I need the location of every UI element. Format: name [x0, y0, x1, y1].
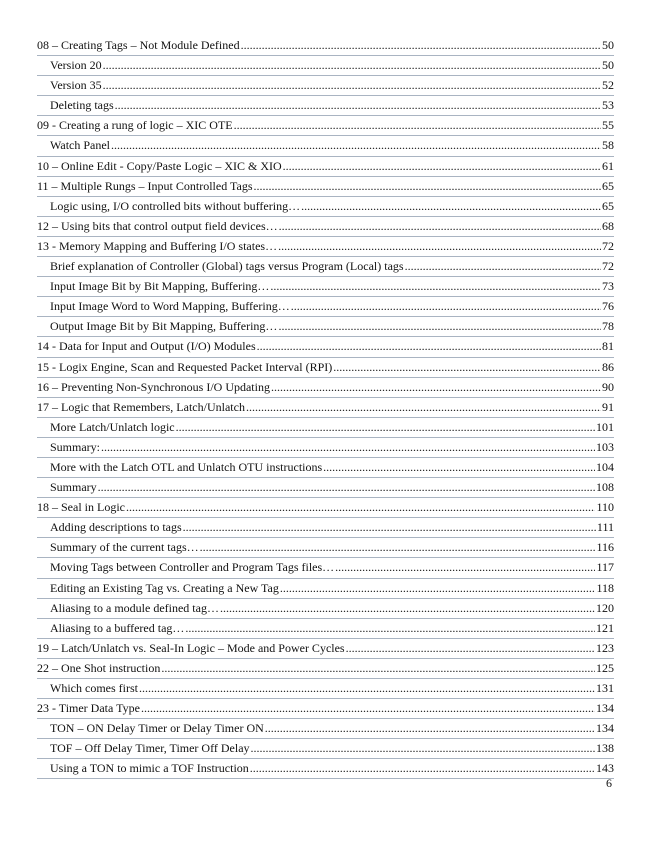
toc-subentry[interactable] [37, 518, 614, 538]
toc-dot-leader [265, 721, 595, 736]
toc-subentry[interactable] [37, 458, 614, 478]
toc-subentry[interactable] [37, 719, 614, 739]
toc-entry-title: Summary: [50, 439, 100, 454]
toc-entry-page: 65 [602, 198, 614, 213]
toc-entry-page: 108 [596, 480, 614, 495]
toc-entry[interactable] [37, 498, 614, 518]
toc-dot-leader [250, 761, 595, 776]
toc-dot-leader [98, 480, 595, 495]
toc-entry-page: 134 [596, 721, 614, 736]
toc-entry-page: 103 [596, 439, 614, 454]
toc-dot-leader [103, 78, 601, 93]
toc-entry-page: 55 [602, 118, 614, 133]
toc-entry-title: Brief explanation of Controller (Global) tags versus Program (Local) tags [50, 259, 404, 274]
toc-entry-page: 50 [602, 38, 614, 52]
toc-entry-title: Summary [50, 480, 97, 495]
toc-subentry[interactable] [37, 438, 614, 458]
toc-entry-title: Watch Panel [50, 138, 111, 153]
toc-entry-page: 143 [596, 761, 614, 776]
toc-entry-title: 14 - Data for Input and Output (I/O) Modules [37, 339, 256, 354]
toc-entry-title: More with the Latch OTL and Unlatch OTU instructions [50, 459, 323, 474]
toc-entry-title: Version 20 [50, 58, 102, 73]
toc-entry-title: 18 – Seal in Logic [37, 500, 125, 515]
toc-entry-page: 68 [602, 218, 614, 233]
toc-entry-page: 101 [596, 419, 614, 434]
toc-entry-page: 90 [602, 379, 614, 394]
toc-dot-leader [301, 199, 601, 214]
toc-dot-leader [271, 380, 601, 395]
toc-dot-leader [241, 38, 601, 53]
toc-dot-leader [103, 58, 601, 73]
toc-subentry[interactable] [37, 478, 614, 498]
toc-dot-leader [270, 279, 601, 294]
toc-entry-title: Output Image Bit by Bit Mapping, Buffering… [50, 319, 278, 334]
toc-entry-page: 73 [602, 279, 614, 294]
toc-entry-page: 72 [602, 259, 614, 274]
toc-subentry[interactable] [37, 418, 614, 438]
toc-subentry[interactable] [37, 277, 614, 297]
toc-entry-title: Input Image Word to Word Mapping, Buffering… [50, 299, 290, 314]
toc-entry-page: 52 [602, 78, 614, 93]
toc-entry-title: Using a TON to mimic a TOF Instruction [50, 761, 249, 776]
toc-entry-title: 22 – One Shot instruction [37, 660, 161, 675]
toc-entry-title: TON – ON Delay Timer or Delay Timer ON [50, 721, 264, 736]
toc-entry-page: 81 [602, 339, 614, 354]
toc-entry[interactable] [37, 659, 614, 679]
toc-entry[interactable] [37, 378, 614, 398]
toc-entry-title: Editing an Existing Tag vs. Creating a New Tag [50, 580, 279, 595]
toc-dot-leader [200, 540, 596, 555]
toc-entry[interactable] [37, 177, 614, 197]
toc-entry-page: 120 [596, 600, 614, 615]
toc-entry-page: 61 [602, 158, 614, 173]
toc-entry[interactable] [37, 699, 614, 719]
toc-entry-page: 131 [596, 681, 614, 695]
toc-dot-leader [246, 400, 601, 415]
toc-dot-leader [335, 560, 595, 575]
toc-entry-title: Aliasing to a module defined tag… [50, 600, 219, 615]
toc-entry-title: 10 – Online Edit - Copy/Paste Logic – XIC & XIO [37, 158, 282, 173]
toc-subentry[interactable] [37, 96, 614, 116]
toc-entry-title: 15 - Logix Engine, Scan and Requested Packet Interval (RPI) [37, 359, 333, 374]
toc-dot-leader [257, 339, 601, 354]
toc-entry-title: TOF – Off Delay Timer, Timer Off Delay [50, 741, 250, 756]
toc-dot-leader [183, 520, 596, 535]
toc-dot-leader [185, 621, 595, 636]
toc-dot-leader [115, 98, 601, 113]
toc-entry-title: Deleting tags [50, 98, 114, 113]
toc-entry-page: 125 [596, 660, 614, 675]
toc-subentry[interactable] [37, 679, 614, 699]
toc-entry-page: 104 [596, 459, 614, 474]
toc-subentry[interactable] [37, 76, 614, 96]
toc-dot-leader [254, 179, 602, 194]
toc-entry-page: 110 [596, 500, 614, 515]
toc-dot-leader [291, 299, 601, 314]
toc-entry-page: 76 [602, 299, 614, 314]
toc-subentry[interactable] [37, 739, 614, 759]
toc-entry[interactable] [37, 237, 614, 257]
toc-dot-leader [333, 360, 601, 375]
toc-subentry[interactable] [37, 579, 614, 599]
toc-entry-page: 117 [596, 560, 614, 575]
toc-entry-page: 116 [596, 540, 614, 555]
toc-entry-title: Input Image Bit by Bit Mapping, Buffering… [50, 279, 270, 294]
toc-entry-title: 08 – Creating Tags – Not Module Defined [37, 38, 240, 52]
toc-entry-page: 118 [596, 580, 614, 595]
toc-entry[interactable] [37, 639, 614, 659]
toc-entry-page: 53 [602, 98, 614, 113]
toc-dot-leader [141, 701, 595, 716]
toc-subentry[interactable] [37, 297, 614, 317]
toc-dot-leader [278, 319, 601, 334]
toc-entry-title: Which comes first [50, 681, 138, 695]
toc-entry-page: 91 [602, 399, 614, 414]
toc-entry-title: 13 - Memory Mapping and Buffering I/O states… [37, 238, 278, 253]
toc-dot-leader [405, 259, 601, 274]
toc-entry-title: 17 – Logic that Remembers, Latch/Unlatch [37, 399, 245, 414]
toc-entry-page: 78 [602, 319, 614, 334]
toc-dot-leader [101, 440, 595, 455]
toc-entry-title: Adding descriptions to tags [50, 520, 182, 535]
toc-entry-page: 72 [602, 238, 614, 253]
toc-dot-leader [346, 641, 595, 656]
toc-dot-leader [279, 219, 601, 234]
toc-entry-page: 138 [596, 741, 614, 756]
toc-entry-page: 50 [602, 58, 614, 73]
toc-entry[interactable] [37, 116, 614, 136]
table-of-contents [37, 36, 614, 779]
toc-subentry[interactable] [37, 759, 614, 779]
toc-dot-leader [176, 420, 595, 435]
toc-entry-title: 19 – Latch/Unlatch vs. Seal-In Logic – Mode and Power Cycles [37, 640, 345, 655]
toc-entry-page: 58 [602, 138, 614, 153]
toc-entry-title: More Latch/Unlatch logic [50, 419, 175, 434]
toc-subentry[interactable] [37, 619, 614, 639]
toc-entry-title: Logic using, I/O controlled bits without buffering… [50, 198, 301, 213]
toc-dot-leader [126, 500, 595, 515]
toc-entry-page: 121 [596, 620, 614, 635]
toc-subentry[interactable] [37, 257, 614, 277]
toc-dot-leader [220, 601, 595, 616]
toc-entry[interactable] [37, 157, 614, 177]
page-number: 6 [606, 776, 612, 790]
toc-entry[interactable] [37, 358, 614, 378]
toc-entry[interactable] [37, 337, 614, 357]
toc-entry[interactable] [37, 217, 614, 237]
toc-subentry[interactable] [37, 558, 614, 578]
toc-subentry[interactable] [37, 599, 614, 619]
toc-entry-title: 11 – Multiple Rungs – Input Controlled Tags [37, 178, 253, 193]
toc-entry-title: 12 – Using bits that control output field devices… [37, 218, 278, 233]
toc-dot-leader [139, 681, 595, 696]
toc-dot-leader [323, 460, 595, 475]
toc-subentry[interactable] [37, 136, 614, 156]
toc-subentry[interactable] [37, 538, 614, 558]
toc-entry-page: 65 [602, 178, 614, 193]
toc-dot-leader [111, 138, 601, 153]
toc-entry-title: 09 - Creating a rung of logic – XIC OTE [37, 118, 233, 133]
toc-dot-leader [280, 581, 596, 596]
toc-dot-leader [278, 239, 601, 254]
toc-entry-title: Version 35 [50, 78, 102, 93]
toc-dot-leader [234, 118, 601, 133]
toc-entry-title: Summary of the current tags… [50, 540, 199, 555]
toc-entry-title: Aliasing to a buffered tag… [50, 620, 185, 635]
toc-dot-leader [251, 741, 595, 756]
toc-dot-leader [161, 661, 595, 676]
toc-subentry[interactable] [37, 197, 614, 217]
toc-entry-title: 16 – Preventing Non-Synchronous I/O Updating [37, 379, 270, 394]
toc-subentry[interactable] [37, 56, 614, 76]
toc-dot-leader [283, 159, 601, 174]
toc-entry[interactable] [37, 398, 614, 418]
toc-entry-page: 86 [602, 359, 614, 374]
toc-subentry[interactable] [37, 317, 614, 337]
toc-entry-page: 111 [596, 520, 614, 535]
toc-entry[interactable] [37, 36, 614, 56]
toc-entry-title: 23 - Timer Data Type [37, 701, 140, 716]
toc-entry-page: 123 [596, 640, 614, 655]
toc-entry-title: Moving Tags between Controller and Program Tags files… [50, 560, 335, 575]
toc-entry-page: 134 [596, 701, 614, 716]
